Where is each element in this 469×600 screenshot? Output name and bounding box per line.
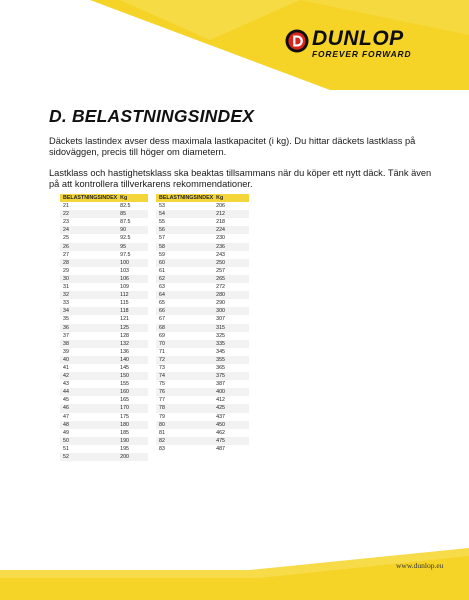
load-kg-cell: 224	[213, 226, 249, 234]
load-index-cell: 79	[159, 413, 165, 420]
load-index-cell: 53	[159, 203, 165, 210]
brand-wordmark: DUNLOP	[312, 27, 404, 50]
load-kg-cell: 437	[216, 413, 225, 420]
load-index-cell: 50	[60, 437, 117, 445]
load-kg-cell: 325	[216, 332, 225, 339]
load-kg-cell: 200	[117, 453, 148, 461]
load-index-cell: 35	[63, 316, 69, 323]
dunlop-logo	[285, 27, 445, 69]
load-kg-cell: 190	[117, 437, 148, 445]
table-row	[156, 202, 249, 210]
load-kg-cell: 100	[117, 259, 148, 267]
load-index-cell: 51	[63, 445, 69, 452]
load-kg-cell: 487	[216, 445, 225, 452]
load-index-cell: 31	[63, 284, 69, 291]
load-index-cell: 21	[63, 203, 69, 210]
load-kg-cell: 150	[117, 372, 148, 380]
load-index-cell: 33	[63, 300, 69, 307]
table-row	[60, 332, 148, 340]
brand-tagline: FOREVER FORWARD	[312, 49, 412, 59]
load-index-cell: 34	[60, 307, 117, 315]
load-kg-cell: 180	[117, 421, 148, 429]
load-kg-cell: 475	[213, 437, 249, 445]
table-row	[156, 291, 249, 299]
table-row	[156, 429, 249, 437]
load-kg-cell: 212	[213, 210, 249, 218]
load-index-cell: 40	[60, 356, 117, 364]
load-kg-cell: 462	[216, 429, 225, 436]
load-kg-cell: 375	[213, 372, 249, 380]
load-index-cell: 28	[60, 259, 117, 267]
load-kg-cell: 87.5	[120, 219, 131, 226]
table-row	[60, 234, 148, 242]
load-index-cell: 54	[156, 210, 213, 218]
load-index-cell: 68	[156, 324, 213, 332]
load-kg-cell: 132	[117, 340, 148, 348]
load-kg-cell: 140	[117, 356, 148, 364]
table-row	[156, 251, 249, 259]
load-index-cell: 83	[159, 445, 165, 452]
load-index-cell: 23	[63, 219, 69, 226]
load-kg-cell: 165	[120, 397, 129, 404]
load-index-cell: 52	[60, 453, 117, 461]
load-kg-cell: 103	[120, 267, 129, 274]
table-row	[60, 243, 148, 251]
table-row	[60, 299, 148, 307]
load-index-cell: 77	[159, 397, 165, 404]
load-index-cell: 32	[60, 291, 117, 299]
load-kg-cell: 250	[213, 259, 249, 267]
load-kg-cell: 236	[213, 243, 249, 251]
table-row	[60, 324, 148, 332]
load-kg-cell: 136	[120, 348, 129, 355]
load-index-cell: 70	[156, 340, 213, 348]
load-kg-cell: 90	[117, 226, 148, 234]
load-index-cell: 67	[159, 316, 165, 323]
table-row	[60, 348, 148, 356]
column-header-index: BELASTNINGSINDEX	[156, 194, 213, 202]
load-kg-cell: 118	[117, 307, 148, 315]
load-kg-cell: 85	[117, 210, 148, 218]
load-index-cell: 60	[156, 259, 213, 267]
table-row	[60, 453, 148, 461]
load-index-cell: 26	[60, 243, 117, 251]
load-index-cell: 75	[159, 381, 165, 388]
load-kg-cell: 243	[216, 251, 225, 258]
table-row	[156, 299, 249, 307]
load-index-cell: 81	[159, 429, 165, 436]
load-index-cell: 37	[63, 332, 69, 339]
table-row	[156, 243, 249, 251]
load-kg-cell: 115	[120, 300, 129, 307]
table-row	[156, 413, 249, 421]
table-row	[60, 226, 148, 234]
load-index-cell: 73	[159, 364, 165, 371]
table-row	[60, 202, 148, 210]
load-kg-cell: 109	[120, 284, 129, 291]
load-index-cell: 38	[60, 340, 117, 348]
table-row	[156, 275, 249, 283]
load-kg-cell: 218	[216, 219, 225, 226]
load-index-cell: 48	[60, 421, 117, 429]
load-index-cell: 76	[156, 388, 213, 396]
load-index-cell: 78	[156, 404, 213, 412]
load-kg-cell: 128	[120, 332, 129, 339]
table-row	[156, 396, 249, 404]
load-kg-cell: 195	[120, 445, 129, 452]
load-index-cell: 72	[156, 356, 213, 364]
table-row	[60, 429, 148, 437]
load-kg-cell: 257	[216, 267, 225, 274]
load-index-cell: 42	[60, 372, 117, 380]
load-index-cell: 80	[156, 421, 213, 429]
load-index-cell: 39	[63, 348, 69, 355]
table-row	[60, 307, 148, 315]
table-row	[156, 380, 249, 388]
table-row	[60, 340, 148, 348]
load-kg-cell: 355	[213, 356, 249, 364]
table-row	[156, 226, 249, 234]
table-row	[156, 364, 249, 372]
table-row	[60, 218, 148, 226]
load-index-cell: 59	[159, 251, 165, 258]
load-index-table-left	[60, 194, 148, 461]
load-kg-cell: 175	[120, 413, 129, 420]
load-kg-cell: 425	[213, 404, 249, 412]
table-row	[156, 348, 249, 356]
load-index-cell: 66	[156, 307, 213, 315]
load-kg-cell: 97.5	[120, 251, 131, 258]
load-index-cell: 82	[156, 437, 213, 445]
table-row	[156, 259, 249, 267]
table-row	[60, 275, 148, 283]
table-row	[156, 315, 249, 323]
column-header-index: BELASTNINGSINDEX	[60, 194, 117, 202]
load-kg-cell: 160	[117, 388, 148, 396]
load-index-cell: 64	[156, 291, 213, 299]
table-row	[60, 413, 148, 421]
load-kg-cell: 450	[213, 421, 249, 429]
load-kg-cell: 280	[213, 291, 249, 299]
load-index-cell: 25	[63, 235, 69, 242]
table-header-row	[156, 194, 249, 202]
table-row	[156, 283, 249, 291]
table-row	[156, 218, 249, 226]
load-kg-cell: 230	[216, 235, 225, 242]
table-row	[60, 251, 148, 259]
dunlop-flying-d-icon	[285, 29, 309, 53]
table-row	[60, 356, 148, 364]
table-row	[60, 421, 148, 429]
load-index-cell: 65	[159, 300, 165, 307]
load-kg-cell: 335	[213, 340, 249, 348]
load-kg-cell: 307	[216, 316, 225, 323]
load-index-cell: 63	[159, 284, 165, 291]
load-kg-cell: 121	[120, 316, 129, 323]
load-kg-cell: 300	[213, 307, 249, 315]
load-index-cell: 43	[63, 381, 69, 388]
column-header-kg: Kg	[213, 194, 249, 202]
load-index-cell: 74	[156, 372, 213, 380]
table-row	[156, 234, 249, 242]
table-row	[156, 210, 249, 218]
load-index-table-right	[156, 194, 249, 453]
load-kg-cell: 412	[216, 397, 225, 404]
table-row	[156, 332, 249, 340]
footer-website-link[interactable]: www.dunlop.eu	[396, 561, 444, 570]
table-row	[156, 356, 249, 364]
load-kg-cell: 92.5	[120, 235, 131, 242]
load-index-cell: 46	[60, 404, 117, 412]
table-row	[60, 283, 148, 291]
table-row	[60, 291, 148, 299]
load-index-cell: 24	[60, 226, 117, 234]
load-kg-cell: 125	[117, 324, 148, 332]
table-row	[156, 267, 249, 275]
load-index-cell: 71	[159, 348, 165, 355]
table-row	[156, 437, 249, 445]
load-kg-cell: 345	[216, 348, 225, 355]
intro-paragraph: Däckets lastindex avser dess maximala lastkapacitet (i kg). Du hittar däckets lastklass på sidoväggen, precis till höger om diametern.	[49, 136, 416, 157]
table-row	[60, 267, 148, 275]
load-kg-cell: 272	[216, 284, 225, 291]
table-row	[60, 437, 148, 445]
load-kg-cell: 387	[216, 381, 225, 388]
load-kg-cell: 265	[213, 275, 249, 283]
table-row	[156, 388, 249, 396]
table-row	[60, 388, 148, 396]
load-kg-cell: 112	[117, 291, 148, 299]
load-index-cell: 30	[60, 275, 117, 283]
table-row	[156, 404, 249, 412]
load-index-cell: 22	[60, 210, 117, 218]
advice-paragraph: Lastklass och hastighetsklass ska beaktas tillsammans när du köper ett nytt däck. Tänk även på att kontrollera tillverkarens rekommendationer.	[49, 168, 432, 189]
load-index-cell: 36	[60, 324, 117, 332]
load-kg-cell: 155	[120, 381, 129, 388]
table-row	[60, 259, 148, 267]
table-row	[156, 372, 249, 380]
load-kg-cell: 206	[216, 203, 225, 210]
table-row	[60, 380, 148, 388]
table-row	[60, 445, 148, 453]
load-index-cell: 62	[156, 275, 213, 283]
table-row	[156, 340, 249, 348]
load-index-cell: 29	[63, 267, 69, 274]
table-row	[60, 372, 148, 380]
load-kg-cell: 365	[216, 364, 225, 371]
load-index-cell: 69	[159, 332, 165, 339]
load-kg-cell: 315	[213, 324, 249, 332]
table-row	[60, 396, 148, 404]
table-row	[156, 421, 249, 429]
load-index-cell: 45	[63, 397, 69, 404]
load-index-cell: 57	[159, 235, 165, 242]
load-index-cell: 58	[156, 243, 213, 251]
load-index-cell: 61	[159, 267, 165, 274]
table-row	[156, 324, 249, 332]
load-index-cell: 44	[60, 388, 117, 396]
load-kg-cell: 400	[213, 388, 249, 396]
load-kg-cell: 170	[117, 404, 148, 412]
load-kg-cell: 82.5	[120, 203, 131, 210]
table-row	[60, 210, 148, 218]
load-index-cell: 56	[156, 226, 213, 234]
load-kg-cell: 290	[216, 300, 225, 307]
column-header-kg: Kg	[117, 194, 148, 202]
load-index-cell: 49	[63, 429, 69, 436]
load-index-cell: 55	[159, 219, 165, 226]
load-kg-cell: 106	[117, 275, 148, 283]
load-kg-cell: 95	[117, 243, 148, 251]
table-row	[156, 307, 249, 315]
load-index-cell: 27	[63, 251, 69, 258]
table-row	[60, 404, 148, 412]
load-kg-cell: 145	[120, 364, 129, 371]
load-index-cell: 41	[63, 364, 69, 371]
page-title: D. BELASTNINGSINDEX	[49, 106, 255, 126]
load-kg-cell: 185	[120, 429, 129, 436]
table-row	[60, 315, 148, 323]
table-row	[60, 364, 148, 372]
load-index-cell: 47	[63, 413, 69, 420]
table-row	[156, 445, 249, 453]
table-header-row	[60, 194, 148, 202]
